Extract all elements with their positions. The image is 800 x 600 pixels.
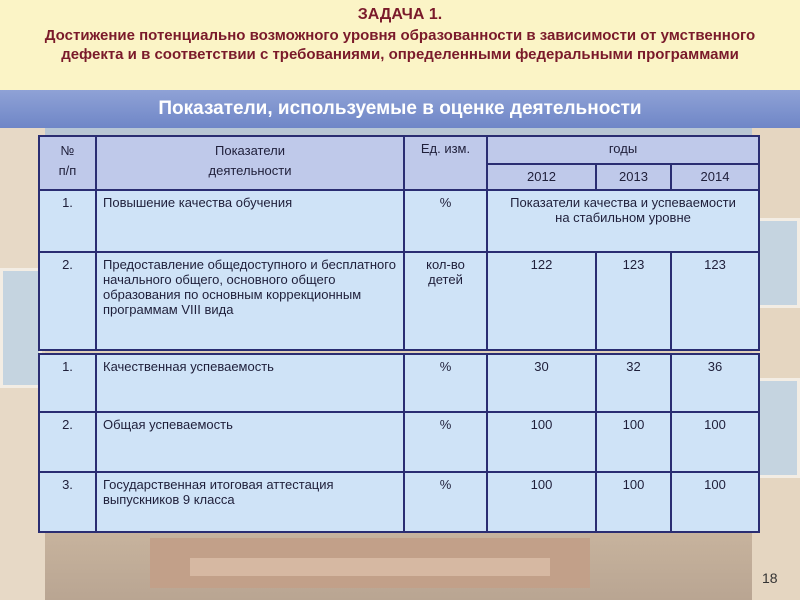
row-value-2014: 36 (671, 354, 759, 412)
row-indicator: Государственная итоговая аттестация выпускников 9 класса (96, 472, 404, 532)
row-value-2014: 100 (671, 472, 759, 532)
row-indicator: Качественная успеваемость (96, 354, 404, 412)
window (0, 268, 42, 388)
table-row (39, 472, 759, 532)
row-indicator: Повышение качества обучения (96, 190, 404, 252)
table-row (39, 354, 759, 412)
window (756, 378, 800, 478)
row-indicator: Общая успеваемость (96, 412, 404, 472)
row-value-2012: 30 (487, 354, 596, 412)
col-header-unit: Ед. изм. (404, 136, 487, 190)
row-num: 2. (39, 412, 96, 472)
col-header-years: годы (487, 136, 759, 164)
col-header-indicator: Показатели деятельности (96, 136, 404, 190)
row-num: 2. (39, 252, 96, 350)
row-value-2012: 100 (487, 412, 596, 472)
row-num: 1. (39, 354, 96, 412)
indicators-table (38, 135, 760, 533)
col-header-num: № п/п (39, 136, 96, 190)
row-num: 1. (39, 190, 96, 252)
row-indicator: Предоставление общедоступного и бесплатного начального общего, основного общего образования по основным коррекционным программам VIII вида (96, 252, 404, 350)
col-header-2014: 2014 (671, 164, 759, 190)
row-unit: кол-во детей (404, 252, 487, 350)
row-value-2013: 123 (596, 252, 671, 350)
row-num: 3. (39, 472, 96, 532)
row-value-2013: 100 (596, 472, 671, 532)
steps-top (190, 558, 550, 576)
page-number: 18 (762, 570, 778, 586)
task-title: ЗАДАЧА 1. (357, 6, 443, 23)
row-unit: % (404, 412, 487, 472)
table-row (39, 252, 759, 350)
row-value-2013: 32 (596, 354, 671, 412)
task-subtitle: Достижение потенциально возможного уровня образованности в зависимости от умственного дефекта и в соответствии с требованиями, определенными федеральными программами (44, 27, 756, 63)
row-value-2013: 100 (596, 412, 671, 472)
row-merged-value: Показатели качества и успеваемости на стабильном уровне (487, 190, 759, 252)
row-value-2014: 123 (671, 252, 759, 350)
row-unit: % (404, 472, 487, 532)
col-header-2013: 2013 (596, 164, 671, 190)
section-band: Показатели, используемые в оценке деятельности (0, 90, 800, 128)
row-value-2012: 100 (487, 472, 596, 532)
row-unit: % (404, 190, 487, 252)
row-value-2014: 100 (671, 412, 759, 472)
table-row (39, 190, 759, 252)
table-row (39, 412, 759, 472)
row-value-2012: 122 (487, 252, 596, 350)
window (756, 218, 800, 308)
row-unit: % (404, 354, 487, 412)
col-header-2012: 2012 (487, 164, 596, 190)
slide-header (0, 0, 800, 90)
